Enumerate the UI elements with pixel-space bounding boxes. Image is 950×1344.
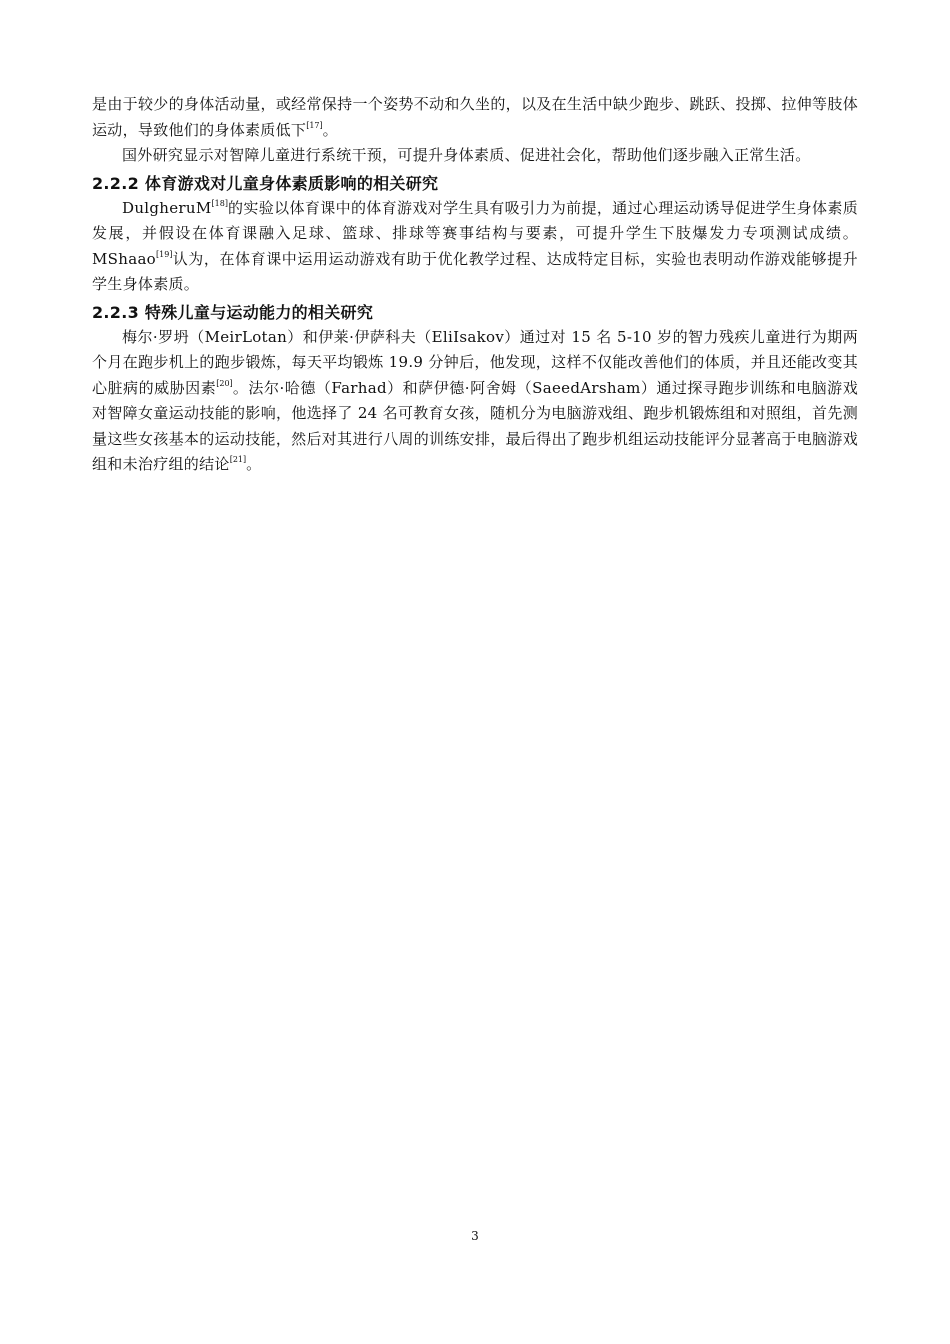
paragraph-sports-games-research bbox=[92, 196, 858, 298]
citation-19: [19] bbox=[156, 249, 173, 259]
paragraph-special-children-research bbox=[92, 325, 858, 478]
paragraph-text: 。 bbox=[246, 455, 262, 473]
citation-17: [17] bbox=[306, 120, 323, 130]
paragraph-text: 。法尔·哈德（Farhad）和萨伊德·阿舍姆（SaeedArsham）通过探寻跑步训练和电脑游戏对智障女童运动技能的影响，他选择了 24 名可教育女孩，随机分为电脑游戏组、跑步机锻炼组和对照组，首先测量这些女孩基本的运动技能，然后对其进行八周的训练安排，最后得出了跑步机组运动技能评分显著高于电脑游戏组和未治疗组的结论 bbox=[92, 378, 859, 473]
page-content bbox=[92, 92, 858, 478]
paragraph-foreign-research: 国外研究显示对智障儿童进行系统干预，可提升身体素质、促进社会化，帮助他们逐步融入正常生活。 bbox=[122, 146, 811, 164]
citation-21: [21] bbox=[229, 455, 247, 464]
paragraph-text: 梅尔·罗坍（MeirLotan）和伊莱·伊萨科夫（EliIsakov）通过对 15 名 5-10 岁的智力残疾儿童进行为期两个月在跑步机上的跑步锻炼，每天平均锻炼 19.9 分钟后，他发现，这样不仅能改善他们的体质，并且还能改变其心脏病的威胁因素 bbox=[92, 327, 858, 397]
page-number: 3 bbox=[471, 1229, 479, 1243]
paragraph-text: 是由于较少的身体活动量，或经常保持一个姿势不动和久坐的，以及在生活中缺少跑步、跳跃、投掷、拉伸等肢体运动，导致他们的身体素质低下 bbox=[92, 95, 858, 139]
paragraph-text: 的实验以体育课中的体育游戏对学生具有吸引力为前提，通过心理运动诱导促进学生身体素质发展，并假设在体育课融入足球、篮球、排球等赛事结构与要素，可提升学生下肢爆发力专项测试成绩。MShaao bbox=[92, 198, 858, 268]
citation-18: [18] bbox=[211, 198, 228, 208]
paragraph-text: DulgheruM bbox=[122, 198, 212, 217]
section-heading-2-2-3: 2.2.3 特殊儿童与运动能力的相关研究 bbox=[92, 302, 374, 322]
paragraph-physical-activity bbox=[92, 92, 858, 143]
paragraph-text: 认为，在体育课中运用运动游戏有助于优化教学过程、达成特定目标，实验也表明动作游戏能够提升学生身体素质。 bbox=[92, 249, 858, 293]
section-heading-2-2-2: 2.2.2 体育游戏对儿童身体素质影响的相关研究 bbox=[92, 173, 439, 193]
citation-20: [20] bbox=[216, 378, 233, 388]
paragraph-tail: 。 bbox=[322, 120, 338, 139]
